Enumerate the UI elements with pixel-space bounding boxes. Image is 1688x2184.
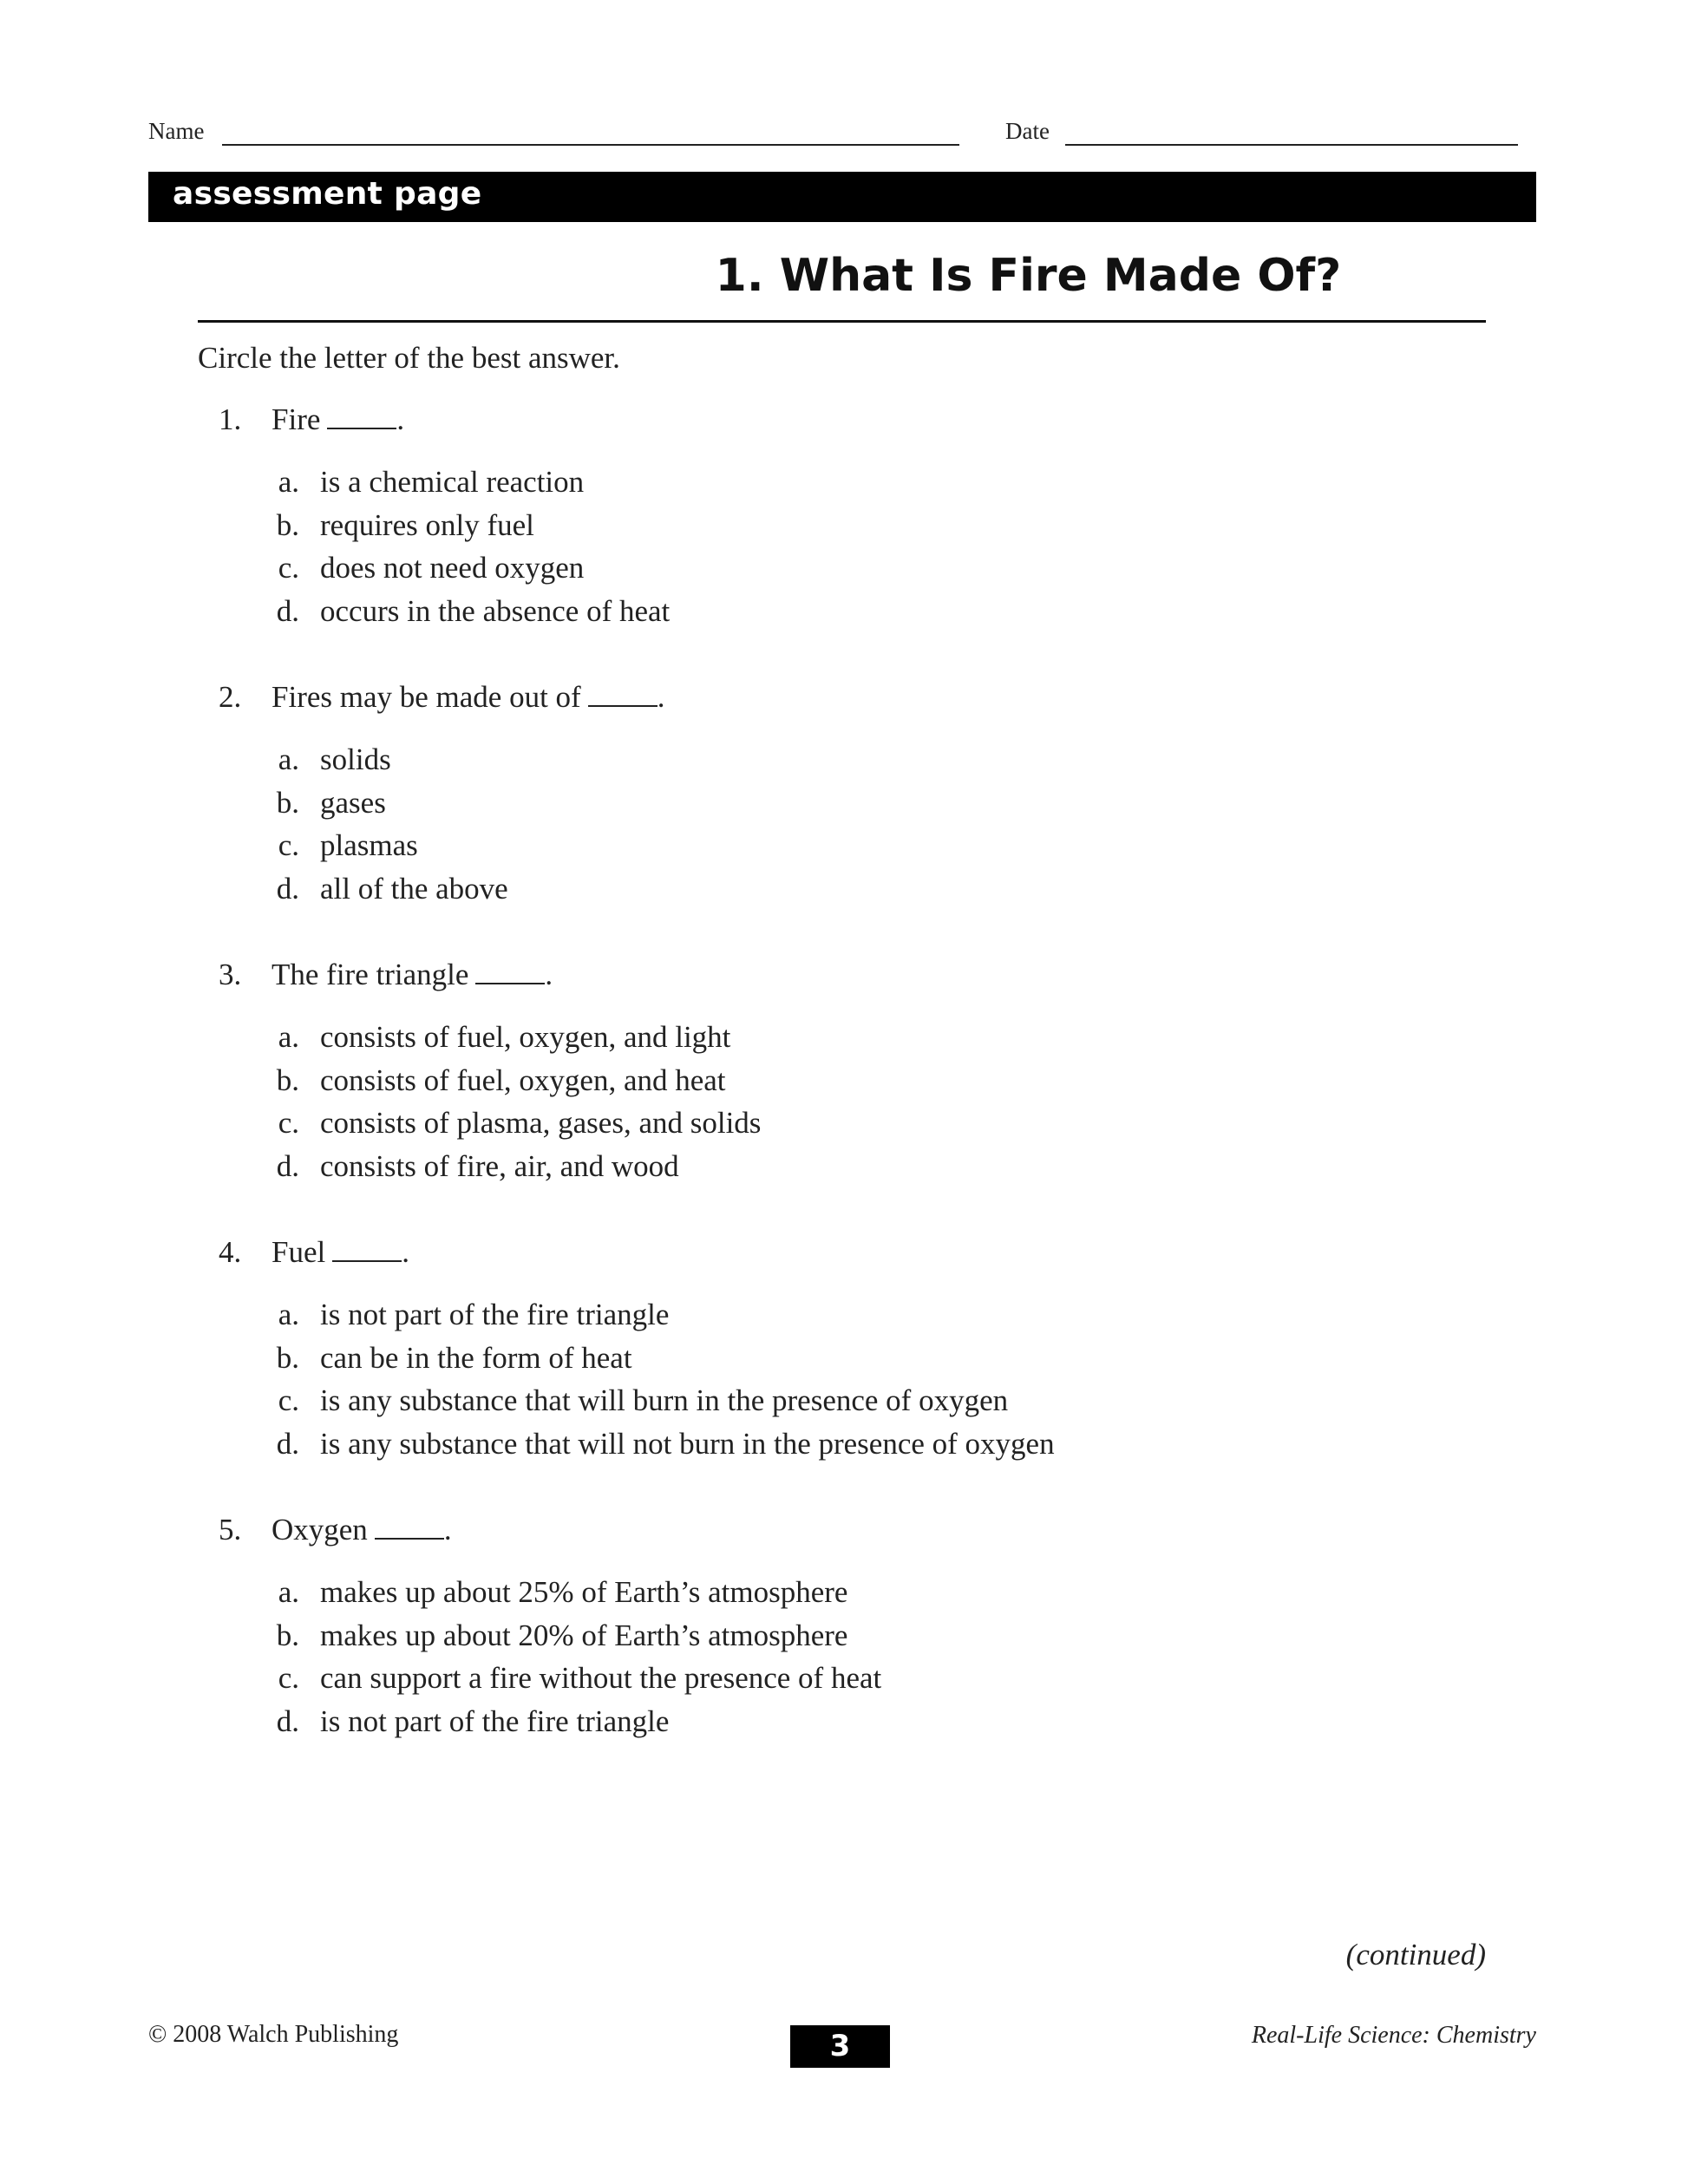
choice-item[interactable] <box>198 465 1499 508</box>
answer-blank <box>588 683 658 707</box>
instruction-text: Circle the letter of the best answer. <box>198 341 620 375</box>
choice-letter[interactable]: d. <box>276 1426 299 1461</box>
banner-label: assessment page <box>173 176 482 212</box>
question-suffix: . <box>402 1235 409 1269</box>
answer-blank <box>375 1515 444 1540</box>
choice-item[interactable] <box>198 594 1499 638</box>
question-5 <box>198 1513 1499 1747</box>
question-number: 5. <box>219 1513 242 1546</box>
choice-list <box>198 465 1499 637</box>
question-stem-text: Oxygen <box>272 1513 368 1546</box>
choice-list <box>198 1575 1499 1747</box>
choice-item[interactable] <box>198 828 1499 872</box>
choice-list <box>198 742 1499 914</box>
choice-text: occurs in the absence of heat <box>320 593 671 628</box>
choice-text: consists of fuel, oxygen, and light <box>320 1020 731 1054</box>
assessment-banner <box>148 172 1536 222</box>
choice-item[interactable] <box>198 1298 1499 1341</box>
choice-letter[interactable]: b. <box>276 1340 299 1375</box>
choice-item[interactable] <box>198 508 1499 552</box>
choice-text: consists of fuel, oxygen, and heat <box>320 1063 726 1097</box>
question-text <box>272 1235 409 1270</box>
name-field-line[interactable] <box>222 144 959 146</box>
choice-text: does not need oxygen <box>320 551 585 585</box>
choice-item[interactable] <box>198 1020 1499 1063</box>
question-stem <box>198 1235 1499 1278</box>
choice-letter[interactable]: b. <box>276 1063 299 1097</box>
choice-text: is any substance that will not burn in the presence of oxygen <box>320 1426 1055 1461</box>
question-stem-text: The fire triangle <box>272 958 469 991</box>
question-suffix: . <box>443 1513 452 1546</box>
book-title: Real-Life Science: Chemistry <box>1251 2022 1536 2049</box>
question-text <box>272 402 404 437</box>
choice-item[interactable] <box>198 872 1499 915</box>
choice-text: consists of fire, air, and wood <box>320 1148 679 1183</box>
choice-letter[interactable]: a. <box>278 742 299 776</box>
choice-item[interactable] <box>198 1383 1499 1427</box>
title-block <box>198 250 1486 319</box>
choice-list <box>198 1020 1499 1192</box>
continued-note: (continued) <box>1345 1938 1486 1971</box>
choice-letter[interactable]: c. <box>278 551 299 585</box>
choice-letter[interactable]: c. <box>278 1106 299 1140</box>
answer-blank <box>332 1238 402 1262</box>
question-stem <box>198 680 1499 723</box>
name-label: Name <box>148 118 205 144</box>
question-text <box>272 1513 452 1547</box>
choice-text: gases <box>320 785 386 820</box>
question-suffix: . <box>657 680 665 714</box>
question-stem-text: Fire <box>272 402 321 436</box>
question-stem <box>198 1513 1499 1556</box>
choice-letter[interactable]: b. <box>276 1618 299 1652</box>
choice-text: can support a fire without the presence of heat <box>320 1661 882 1695</box>
question-3 <box>198 958 1499 1192</box>
choice-item[interactable] <box>198 1106 1499 1149</box>
question-4 <box>198 1235 1499 1469</box>
question-stem <box>198 402 1499 446</box>
question-number: 4. <box>219 1235 242 1269</box>
choice-letter[interactable]: b. <box>276 507 299 542</box>
choice-letter[interactable]: d. <box>276 871 299 906</box>
choice-item[interactable] <box>198 1341 1499 1384</box>
choice-letter[interactable]: a. <box>278 1575 299 1609</box>
choice-text: consists of plasma, gases, and solids <box>320 1106 762 1140</box>
choice-text: solids <box>320 742 391 776</box>
choice-letter[interactable]: a. <box>278 465 299 499</box>
choice-letter[interactable]: d. <box>276 1703 299 1738</box>
choice-list <box>198 1298 1499 1469</box>
name-date-header <box>148 118 1519 153</box>
question-2 <box>198 680 1499 914</box>
choice-letter[interactable]: b. <box>276 785 299 820</box>
question-suffix: . <box>396 402 405 436</box>
page-title: 1. What Is Fire Made Of? <box>715 250 1342 302</box>
question-stem-text: Fires may be made out of <box>272 680 581 714</box>
choice-text: makes up about 20% of Earth’s atmosphere <box>320 1618 848 1652</box>
date-field-line[interactable] <box>1065 144 1518 146</box>
answer-blank <box>327 405 396 429</box>
choice-item[interactable] <box>198 1661 1499 1704</box>
choice-text: all of the above <box>320 871 508 906</box>
question-stem-text: Fuel <box>272 1235 326 1269</box>
choice-text: plasmas <box>320 828 418 862</box>
question-text <box>272 958 553 992</box>
choice-item[interactable] <box>198 1063 1499 1107</box>
choice-text: is a chemical reaction <box>320 465 585 499</box>
choice-text: requires only fuel <box>320 507 534 542</box>
choice-text: is not part of the fire triangle <box>320 1703 670 1738</box>
question-text <box>272 680 664 715</box>
choice-letter[interactable]: c. <box>278 1383 299 1417</box>
choice-letter[interactable]: c. <box>278 1661 299 1695</box>
question-number: 2. <box>219 680 242 714</box>
choice-text: is not part of the fire triangle <box>320 1298 670 1331</box>
choice-item[interactable] <box>198 1427 1499 1470</box>
choice-letter[interactable]: a. <box>278 1020 299 1054</box>
choice-item[interactable] <box>198 742 1499 786</box>
date-label: Date <box>1005 118 1050 144</box>
choice-item[interactable] <box>198 551 1499 594</box>
question-suffix: . <box>545 958 553 991</box>
choice-item[interactable] <box>198 1149 1499 1193</box>
choice-item[interactable] <box>198 1704 1499 1748</box>
choice-letter[interactable]: d. <box>276 593 299 628</box>
page-number: 3 <box>790 2025 890 2068</box>
question-number: 3. <box>219 958 242 991</box>
choice-text: is any substance that will burn in the presence of oxygen <box>320 1383 1009 1417</box>
copyright-notice: © 2008 Walch Publishing <box>148 2021 399 2048</box>
choice-letter[interactable]: d. <box>276 1148 299 1183</box>
choice-item[interactable] <box>198 1575 1499 1618</box>
title-divider <box>198 320 1486 323</box>
choice-item[interactable] <box>198 1618 1499 1662</box>
choice-item[interactable] <box>198 786 1499 829</box>
choice-letter[interactable]: a. <box>278 1298 299 1331</box>
choice-letter[interactable]: c. <box>278 828 299 862</box>
question-1 <box>198 402 1499 637</box>
answer-blank <box>475 960 545 984</box>
question-stem <box>198 958 1499 1001</box>
choice-text: makes up about 25% of Earth’s atmosphere <box>320 1575 848 1609</box>
question-number: 1. <box>219 402 242 436</box>
choice-text: can be in the form of heat <box>320 1340 632 1375</box>
